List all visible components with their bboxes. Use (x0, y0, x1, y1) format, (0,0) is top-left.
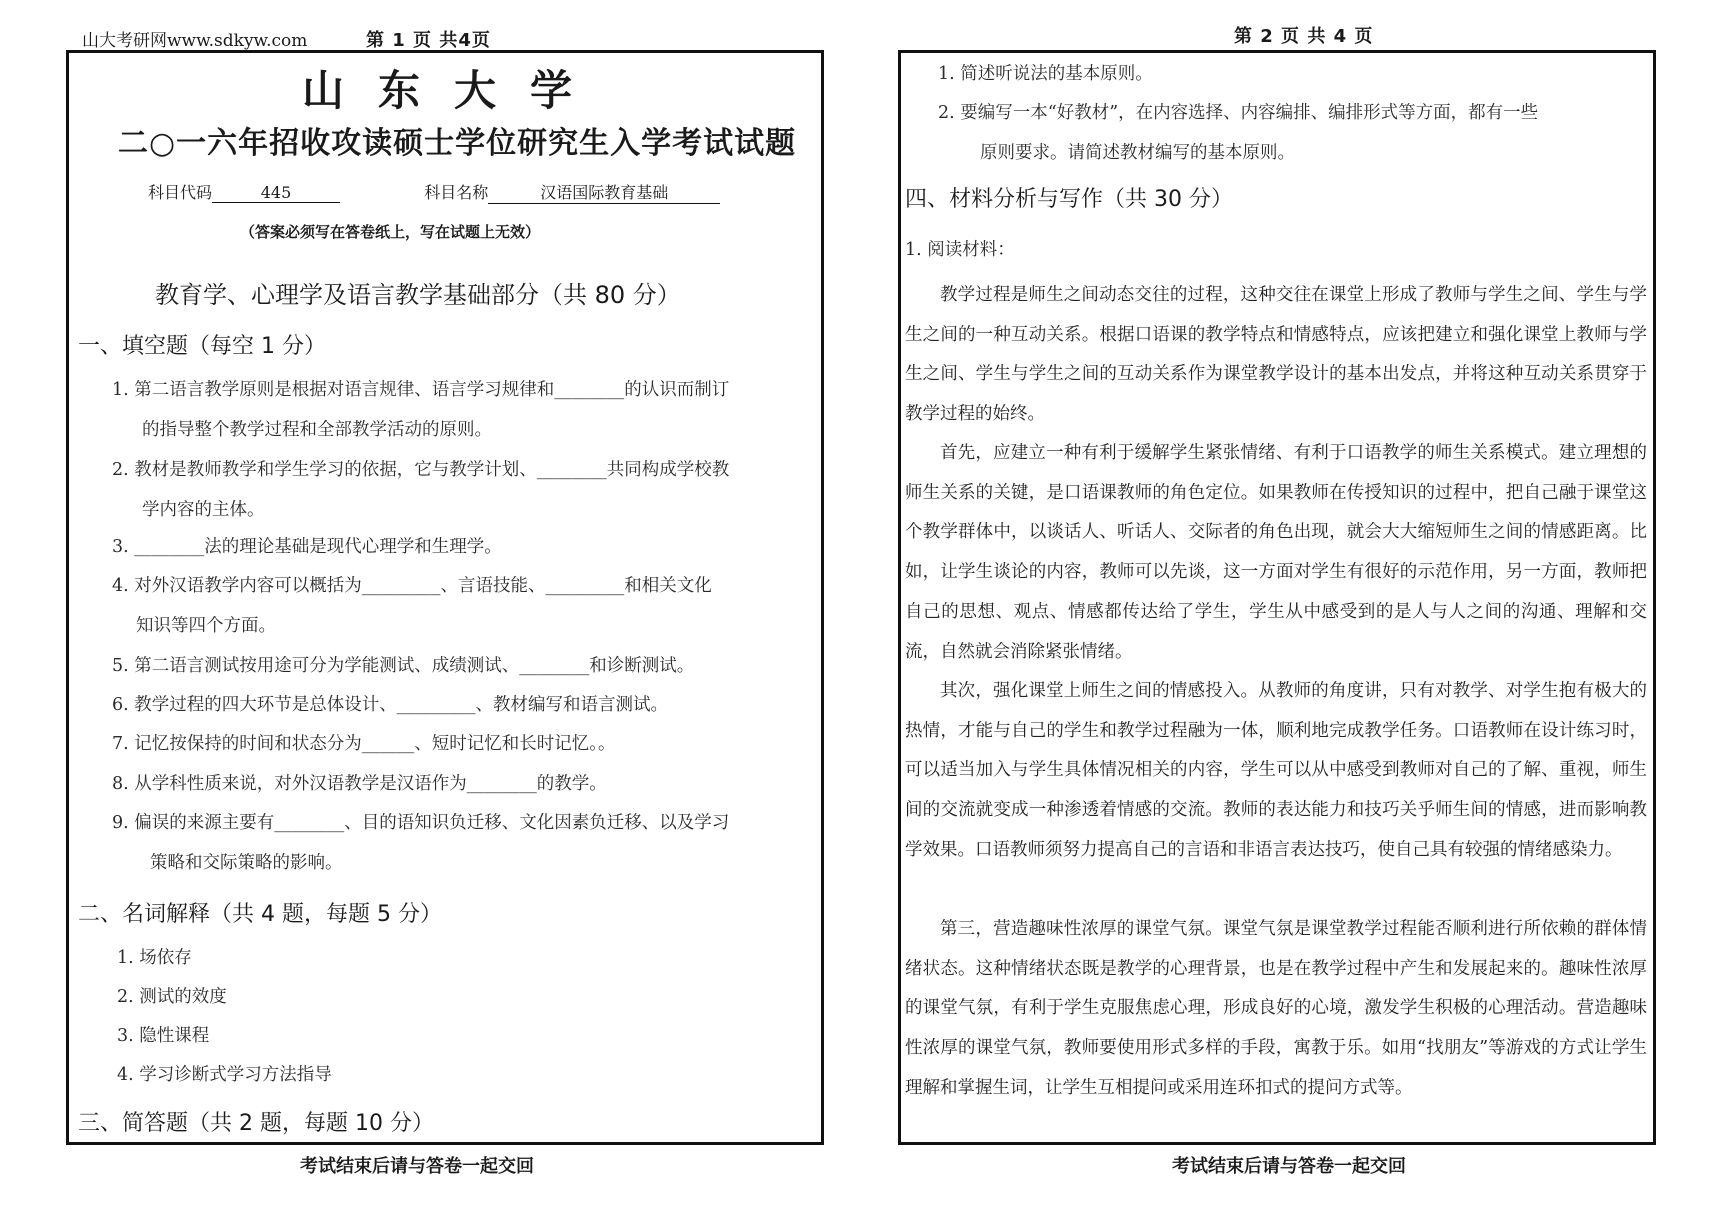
short-answer-question-2: 2. 要编写一本“好教材”，在内容选择、内容编排、编排形式等方面，都有一些 原则要求。请简述教材编写的基本原则。 (938, 103, 1539, 163)
subject-code-label: 科目代码 (148, 183, 213, 202)
fill-question-9: 9. 偏误的来源主要有________、目的语知识负迁移、文化因素负迁移、以及学习 策略和交际策略的影响。 (112, 813, 730, 873)
term-question-1: 1. 场依存 (117, 948, 192, 968)
university-title: 山东大学 (302, 66, 607, 115)
reading-paragraph-4: 第三，营造趣味性浓厚的课堂气氛。课堂气氛是课堂教学过程能否顺利进行所依赖的群体情绪状态。这种情绪状态既是教学的心理背景，也是在教学过程中产生和发展起来的。趣味性浓厚的课堂气氛，有利于学生克服焦虑心理，形成良好的心境，激发学生积极的心理活动。营造趣味性浓厚的课堂气氛，教师要使用形式多样的手段，寓教于乐。如用“找朋友”等游戏的方式让学生理解和掌握生词，让学生互相提问或采用连环扣式的提问方式等。 (905, 919, 1647, 1098)
fill-question-5: 5. 第二语言测试按用途可分为学能测试、成绩测试、________和诊断测试。 (112, 656, 695, 676)
subject-name: 汉语国际教育基础 (488, 180, 720, 204)
fill-question-2: 2. 教材是教师教学和学生学习的依据，它与教学计划、________共同构成学校教 学内容的主体。 (112, 460, 730, 520)
short-answer-question-1: 1. 简述听说法的基本原则。 (938, 64, 1153, 84)
fill-question-1: 1. 第二语言教学原则是根据对语言规律、语言学习规律和________的认识而制订 的指导整个教学过程和全部教学活动的原则。 (112, 380, 730, 440)
section-2-title: 二、名词解释（共 4 题，每题 5 分） (78, 902, 442, 927)
page1-footer: 考试结束后请与答卷一起交回 (300, 1156, 534, 1177)
exam-title: 二○一六年招收攻读硕士学位研究生入学考试试题 (118, 126, 797, 161)
term-question-2: 2. 测试的效度 (117, 987, 227, 1007)
header-page-number: 第 1 页 共4页 (366, 30, 491, 51)
section-3-title: 三、简答题（共 2 题，每题 10 分） (78, 1111, 434, 1136)
reading-paragraph-1: 教学过程是师生之间动态交往的过程，这种交往在课堂上形成了教师与学生之间、学生与学生之间的一种互动关系。根据口语课的教学特点和情感特点，应该把建立和强化课堂上教师与学生之间、学生与学生之间的互动关系作为课堂教学设计的基本出发点，并将这种互动关系贯穿于教学过程的始终。 (905, 285, 1647, 425)
fill-question-6: 6. 教学过程的四大环节是总体设计、_________、教材编写和语言测试。 (112, 695, 669, 715)
reading-label: 1. 阅读材料： (905, 240, 1015, 260)
subject-meta (148, 180, 720, 204)
section-4-title: 四、材料分析与写作（共 30 分） (905, 187, 1233, 212)
subject-code: 445 (212, 183, 340, 203)
fill-question-3: 3. ________法的理论基础是现代心理学和生理学。 (112, 537, 502, 557)
answer-note: （答案必须写在答卷纸上，写在试题上无效） (240, 223, 541, 241)
fill-question-8: 8. 从学科性质来说，对外汉语教学是汉语作为________的教学。 (112, 774, 607, 794)
reading-paragraph-2: 首先，应建立一种有利于缓解学生紧张情绪、有利于口语教学的师生关系模式。建立理想的师生关系的关键，是口语课教师的角色定位。如果教师在传授知识的过程中，把自己融于课堂这个教学群体中，以谈话人、听话人、交际者的角色出现，就会大大缩短师生之间的情感距离。比如，让学生谈论的内容，教师可以先谈，这一方面对学生有很好的示范作用，另一方面，教师把自己的思想、观点、情感都传达给了学生，学生从中感受到的是人与人之间的沟通、理解和交流，自然就会消除紧张情绪。 (905, 443, 1647, 662)
header-page-number-2: 第 2 页 共 4 页 (1234, 26, 1374, 47)
part-title: 教育学、心理学及语言教学基础部分（共 80 分） (155, 281, 681, 309)
reading-paragraph-3: 其次，强化课堂上师生之间的情感投入。从教师的角度讲，只有对教学、对学生抱有极大的热情，才能与自己的学生和教学过程融为一体，顺利地完成教学任务。口语教师在设计练习时，可以适当加入与学生具体情况相关的内容，学生可以从中感受到教师对自己的了解、重视，师生间的交流就变成一种渗透着情感的交流。教师的表达能力和技巧关乎师生间的情感，进而影响教学效果。口语教师须努力提高自己的言语和非语言表达技巧，使自己具有较强的情绪感染力。 (905, 681, 1647, 860)
term-question-4: 4. 学习诊断式学习方法指导 (117, 1065, 332, 1085)
header-site: 山大考研网www.sdkyw.com (82, 31, 308, 51)
term-question-3: 3. 隐性课程 (117, 1026, 210, 1046)
subject-name-label: 科目名称 (424, 183, 489, 202)
section-1-title: 一、填空题（每空 1 分） (78, 334, 326, 359)
fill-question-4: 4. 对外汉语教学内容可以概括为_________、言语技能、_________和相关文化 知识等四个方面。 (112, 576, 712, 636)
page2-footer: 考试结束后请与答卷一起交回 (1172, 1156, 1406, 1177)
fill-question-7: 7. 记忆按保持的时间和状态分为______、短时记忆和长时记忆。。 (112, 734, 616, 754)
